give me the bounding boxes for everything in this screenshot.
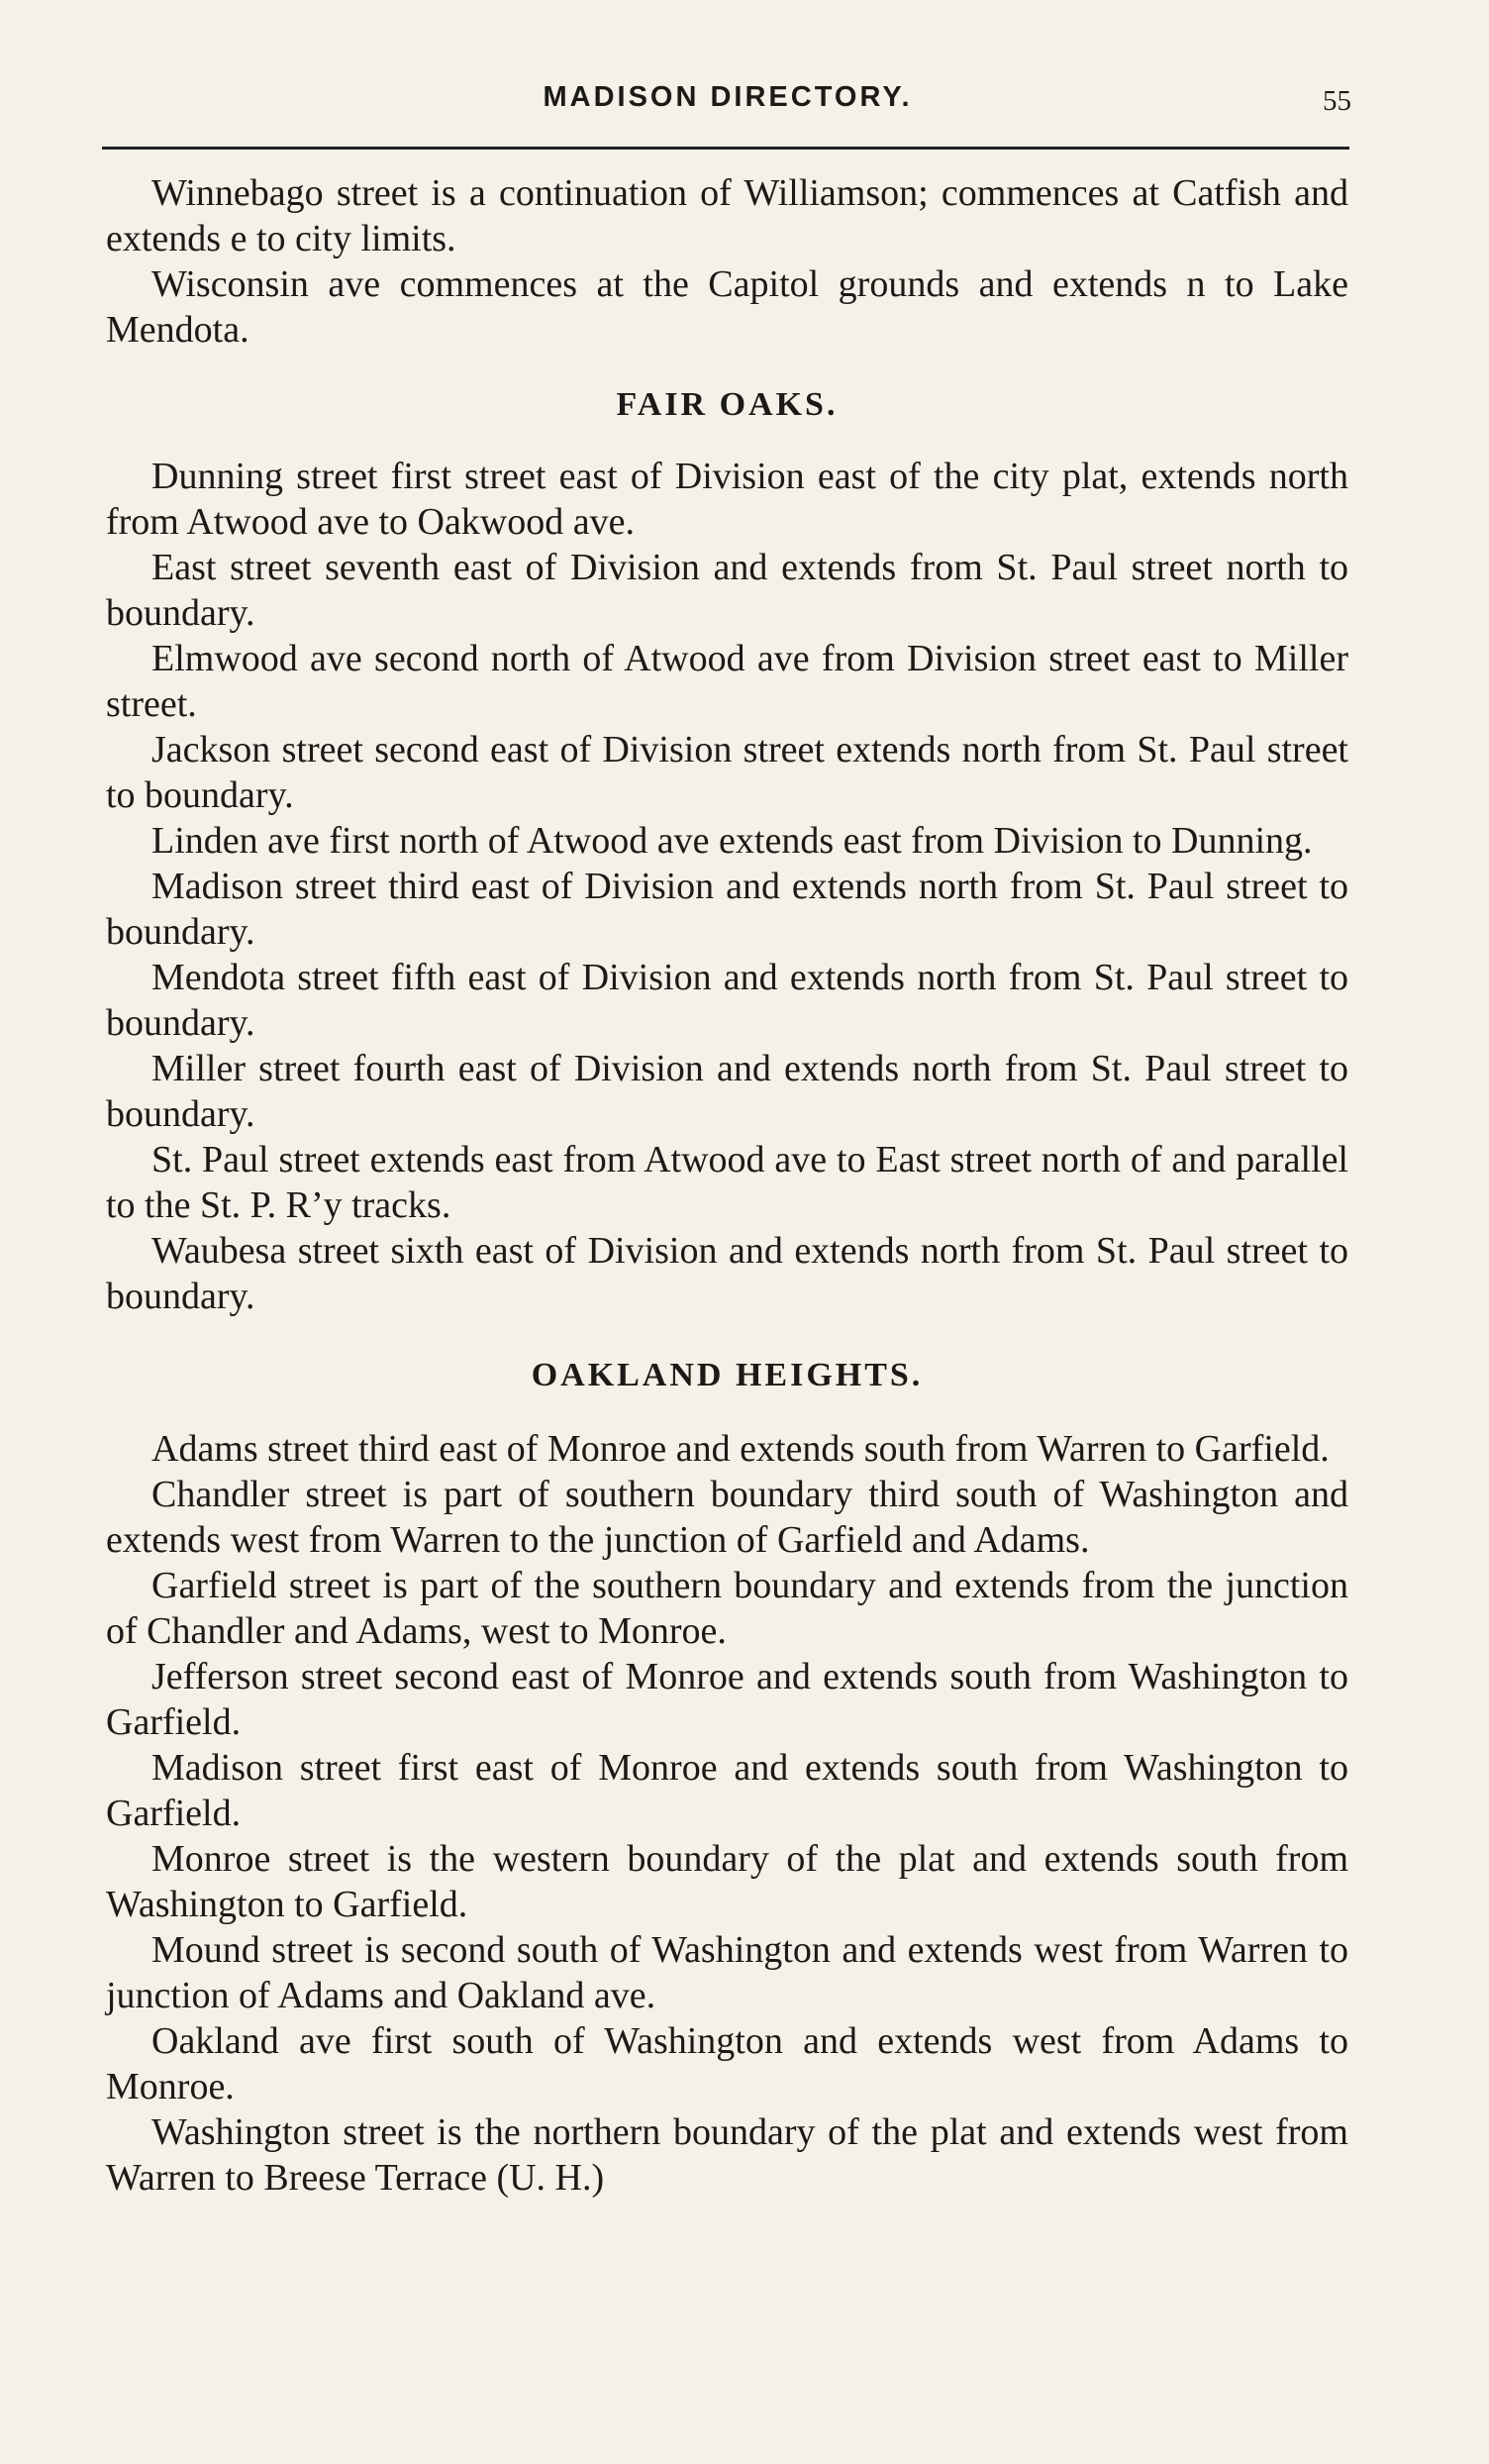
street-entry: Washington street is the northern boundary of the plat and extends west from Warren to Breese Terrace (U. H.) — [106, 2111, 1348, 2199]
street-entry: Oakland ave first south of Washington and extends west from Adams to Monroe. — [106, 2020, 1348, 2107]
section-heading-oakland-heights: OAKLAND HEIGHTS. — [531, 1357, 924, 1393]
street-entry: St. Paul street extends east from Atwood ave to East street north of and parallel to the St. P. R’y tracks. — [106, 1139, 1348, 1226]
page-header — [104, 81, 1351, 121]
street-entry: Adams street third east of Monroe and extends south from Warren to Garfield. — [151, 1428, 1330, 1470]
street-entry: Madison street first east of Monroe and extends south from Washington to Garfield. — [106, 1747, 1348, 1834]
street-entry: Wisconsin ave commences at the Capitol grounds and extends n to Lake Mendota. — [106, 263, 1348, 351]
running-head: MADISON DIRECTORY. — [543, 81, 913, 113]
street-entry: Monroe street is the western boundary of the plat and extends south from Washington to Garfield. — [106, 1838, 1348, 1925]
street-entry: Garfield street is part of the southern boundary and extends from the junction of Chandler and Adams, west to Monroe. — [106, 1565, 1348, 1652]
page-body — [106, 170, 1348, 2201]
street-entry: Jefferson street second east of Monroe and extends south from Washington to Garfield. — [106, 1656, 1348, 1743]
street-entry: Elmwood ave second north of Atwood ave from Division street east to Miller street. — [106, 638, 1348, 725]
street-entry: Jackson street second east of Division street extends north from St. Paul street to boundary. — [106, 729, 1348, 816]
street-entry: Winnebago street is a continuation of Williamson; commences at Catfish and extends e to city limits. — [106, 172, 1348, 259]
section-heading-fair-oaks: FAIR OAKS. — [616, 386, 839, 423]
page-number: 55 — [1323, 85, 1351, 117]
street-entry: East street seventh east of Division and extends from St. Paul street north to boundary. — [106, 547, 1348, 634]
street-entry: Waubesa street sixth east of Division and extends north from St. Paul street to boundary. — [106, 1230, 1348, 1317]
street-entry: Dunning street first street east of Division east of the city plat, extends north from Atwood ave to Oakwood ave. — [106, 456, 1348, 543]
street-entry: Madison street third east of Division and extends north from St. Paul street to boundary. — [106, 866, 1348, 953]
street-entry: Miller street fourth east of Division and extends north from St. Paul street to boundary. — [106, 1048, 1348, 1135]
street-entry: Linden ave first north of Atwood ave extends east from Division to Dunning. — [151, 820, 1313, 862]
header-rule — [102, 147, 1349, 150]
street-entry: Chandler street is part of southern boundary third south of Washington and extends west from Warren to the junction of Garfield and Adams. — [106, 1474, 1348, 1561]
street-entry: Mound street is second south of Washington and extends west from Warren to junction of Adams and Oakland ave. — [106, 1929, 1348, 2016]
street-entry: Mendota street fifth east of Division and extends north from St. Paul street to boundary. — [106, 957, 1348, 1044]
